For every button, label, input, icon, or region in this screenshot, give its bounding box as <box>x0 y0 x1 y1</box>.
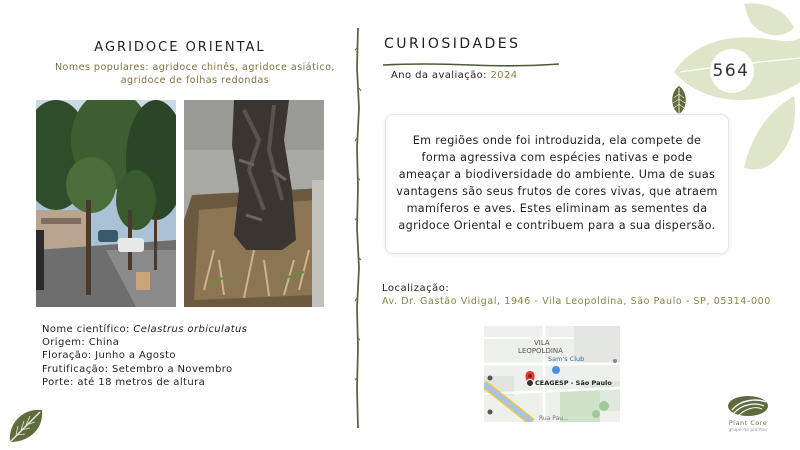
evaluation-year-label: Ano da avaliação: <box>391 70 487 81</box>
size-line: Porte: até 18 metros de altura <box>42 376 206 388</box>
scientific-name-label: Nome científico: <box>42 324 130 335</box>
leaf-icon <box>6 404 48 446</box>
origin-line: Origem: China <box>42 337 120 349</box>
flowering-line: Floração: Junho a Agosto <box>42 350 176 362</box>
map-poi-main: CEAGESP - São Paulo <box>535 379 612 387</box>
location-map[interactable] <box>484 326 620 422</box>
fruiting-line: Frutificação: Setembro a Novembro <box>42 363 233 375</box>
title-underline <box>383 53 559 59</box>
evaluation-year <box>391 70 518 81</box>
brand-subtitle: grupo de plantas <box>728 427 768 432</box>
map-district-line1: VILA <box>534 339 550 347</box>
tree-trunk-photo <box>184 100 324 307</box>
species-title: AGRIDOCE ORIENTAL <box>94 40 266 55</box>
location-address: Av. Dr. Gastão Vidigal, 1946 - Vila Leopoldina, São Paulo - SP, 05314-000 <box>382 296 771 307</box>
map-district-line2: LEOPOLDINA <box>518 347 563 355</box>
curiosity-text: Em regiões onde foi introduzida, ela compete de forma agressiva com espécies nativas e pode ameaçar a biodiversidade do ambiente. Uma de suas vantagens são seus frutos de cores vivas, que atraem mamíferos e aves. Estes eliminam as sementes da agridoce Oriental e contribuem para a sua dispersão. <box>396 134 718 232</box>
curiosities-title: CURIOSIDADES <box>384 36 521 52</box>
record-number-badge: 564 <box>712 61 750 81</box>
evaluation-year-value: 2024 <box>490 70 518 81</box>
scientific-name-line <box>42 323 247 336</box>
map-street-label: Rua Pau... <box>539 415 569 422</box>
popular-names: Nomes populares: agridoce chinês, agridoce asiático, agridoce de folhas redondas <box>54 62 336 86</box>
vertical-divider <box>352 28 364 428</box>
location-label: Localização: <box>382 283 450 294</box>
street-trees-photo <box>36 100 176 307</box>
small-leaf-icon <box>668 84 690 116</box>
map-poi-sams: Sam's Club <box>548 355 585 363</box>
sams-club-pin-icon[interactable] <box>552 366 560 374</box>
brand-name: Plant Core <box>728 419 768 427</box>
scientific-name-value: Celastrus orbiculatus <box>133 324 248 335</box>
species-facts <box>42 323 247 389</box>
